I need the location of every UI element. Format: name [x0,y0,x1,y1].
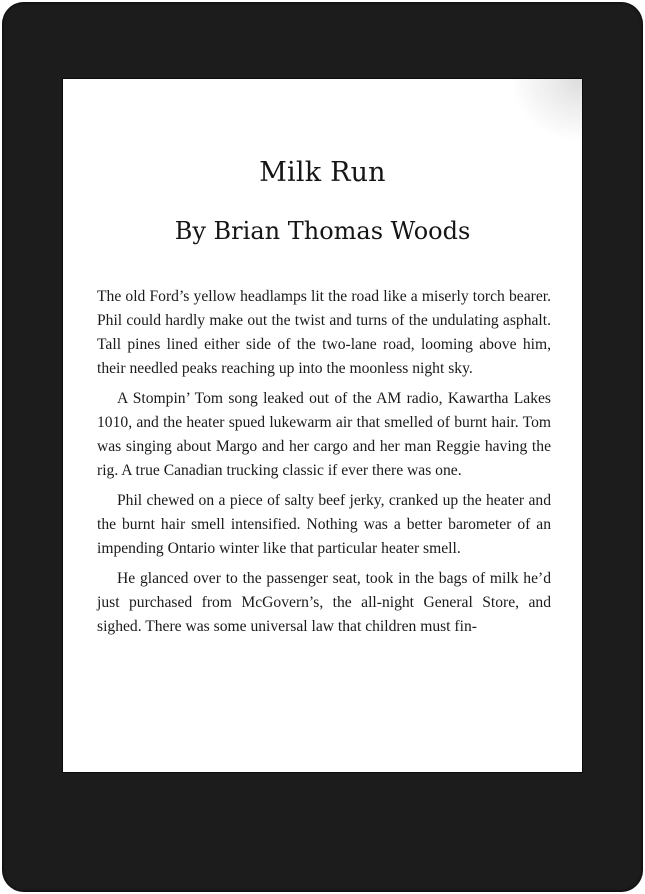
book-title: Milk Run [259,157,386,188]
paragraph: He glanced over to the passenger seat, took in the bags of milk he’d just purchased from McGovern’s, the all-night General Store, and sighed. There was some universal law that children must fin- [97,570,551,635]
paragraph: Phil chewed on a piece of salty beef jerky, cranked up the heater and the burnt hair smell intensified. Nothing was a better barometer of an impending Ontario winter like that particular heater smell. [97,492,551,557]
book-author: By Brian Thomas Woods [174,217,471,245]
chapter-text [97,285,551,645]
ereader-device [2,2,643,892]
page-curl-corner[interactable] [512,79,582,141]
reader-screen[interactable] [62,78,583,773]
paragraph: A Stompin’ Tom song leaked out of the AM radio, Kawartha Lakes 1010, and the heater spued lukewarm air that smelled of burnt hair. Tom was singing about Margo and her cargo and her man Reggie having the rig. A true Canadian trucking classic if ever there was one. [97,390,551,479]
paragraph: The old Ford’s yellow headlamps lit the road like a miserly torch bearer. Phil could hardly make out the twist and turns of the undulating asphalt. Tall pines lined either side of the two-lane road, looming above him, their needled peaks reaching up into the moonless night sky. [97,288,551,377]
